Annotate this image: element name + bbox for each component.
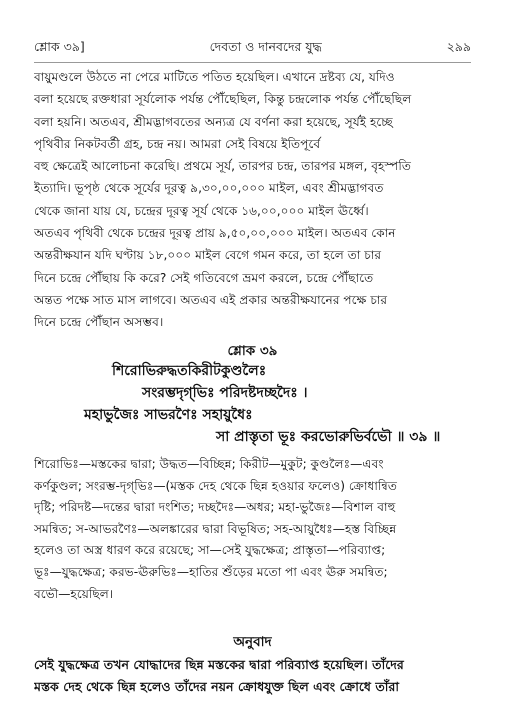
purport-line: থেকে জানা যায় যে, চন্দ্রের দূরত্ব সূর্য থেকে ১৬,০০,০০০ মাইল ঊর্ধ্বে। [34,203,369,218]
purport-paragraph [34,66,471,334]
verse-title: শ্লোক ৩৯ [227,343,278,359]
synonyms-line: শিরোভিঃ—মস্তকের দ্বারা; উদ্ধত—বিচ্ছিন্ন; কিরীট—মুকুট; কুণ্ডলৈঃ—এবং [34,457,384,471]
synonyms-line: দৃষ্টি; পরিদষ্ট—দন্তের দ্বারা দংশিত; দচ্ছদৈঃ—অধর; মহা-ভুজৈঃ—বিশাল বাহু [34,500,396,515]
verse-line: শিরোভিরুদ্ধতকিরীটকুণ্ডলৈঃ [112,363,267,379]
purport-line: দিনে চন্দ্রে পৌঁছান অসম্ভব। [34,315,164,330]
purport-line: বহু ক্ষেত্রেই আলোচনা করেছি। প্রথমে সূর্য, তারপর চন্দ্র, তারপর মঙ্গল, বৃহস্পতি [34,159,412,174]
translation-line: মস্তক দেহ থেকে ছিন্ন হলেও তাঁদের নয়ন ক্রোধযুক্ত ছিল এবং ক্রোধে তাঁরা [34,679,400,694]
verse-line: সংরম্ভদৃগ্‌ভিঃ পরিদষ্টদচ্ছদৈঃ । [142,385,308,401]
synonyms-line: ভূঃ—যুদ্ধক্ষেত্র; করভ-ঊরুভিঃ—হাতির শুঁড়ের মতো পা এবং ঊরু সমন্বিত; [34,564,388,579]
purport-line: বলা হয়েছে রক্তধারা সূর্যলোক পর্যন্ত পৌঁছেছিল, কিন্তু চন্দ্রলোক পর্যন্ত পৌঁছেছিল [34,92,412,107]
translation-title: অনুবাদ [233,634,272,650]
header-divider [34,62,471,63]
verse-line: মহাভুজৈঃ সাভরণৈঃ সহায়ুধৈঃ [84,407,253,423]
purport-line: অন্তরীক্ষযান যদি ঘণ্টায় ১৮,০০০ মাইল বেগে গমন করে, তা হলে তা চার [34,248,382,263]
page-number: ২৯৯ [446,39,471,54]
synonyms-line: কর্ণকুণ্ডল; সংরম্ভ-দৃগ্‌ভিঃ—(মস্তক দেহ থেকে ছিন্ন হওয়ার ফলেও) ক্রোধান্বিত [34,478,397,493]
translation-paragraph [34,654,471,698]
purport-line: পৃথিবীর নিকটবর্তী গ্রহ, চন্দ্র নয়। আমরা সেই বিষয়ে ইতিপূর্বে [34,136,321,151]
header-verse-label: শ্লোক ৩৯] [34,39,85,54]
synonyms-block [34,454,471,605]
purport-line: ইত্যাদি। ভূপৃষ্ঠ থেকে সূর্যের দূরত্ব ৯,৩০,০০,০০০ মাইল, এবং শ্রীমদ্ভাগবত [34,181,384,196]
purport-line: দিনে চন্দ্রে পৌঁছায় কি করে? সেই গতিবেগে ভ্রমণ করলে, চন্দ্রে পৌঁছাতে [34,270,374,285]
verse-block [34,360,471,448]
purport-line: বায়ুমণ্ডলে উঠতে না পেরে মাটিতে পতিত হয়েছিল। এখানে দ্রষ্টব্য যে, যদিও [34,70,395,84]
purport-line: বলা হয়নি। অতএব, শ্রীমদ্ভাগবতের অন্যত্র যে বর্ণনা করা হয়েছে, সূর্যই হচ্ছে [34,114,393,129]
synonyms-line: হলেও তা অস্ত্র ধারণ করে রয়েছে; সা—সেই যুদ্ধক্ষেত্র; প্রাস্তৃতা—পরিব্যাপ্ত; [34,543,386,558]
header-chapter-title: দেবতা ও দানবদের যুদ্ধ [209,39,322,54]
purport-line: অতএব পৃথিবী থেকে চন্দ্রের দূরত্ব প্রায় ৯,৫০,০০,০০০ মাইল। অতএব কোন [34,226,396,241]
purport-line: অন্তত পক্ষে সাত মাস লাগবে। অতএব এই প্রকার অন্তরীক্ষযানের পক্ষে চার [34,292,388,307]
synonyms-line: বভৌ—হয়েছিল। [34,586,114,601]
translation-line: সেই যুদ্ধক্ষেত্র তখন যোদ্ধাদের ছিন্ন মস্তকের দ্বারা পরিব্যাপ্ত হয়েছিল। তাঁদের [34,657,404,672]
synonyms-line: সমন্বিত; স-আভরণৈঃ—অলঙ্কারের দ্বারা বিভূষিত; সহ-আয়ুধৈঃ—হস্ত বিচ্ছিন্ন [34,521,397,536]
running-header [34,38,471,60]
verse-line: সা প্রাস্তৃতা ভূঃ করভোরুভির্বভৌ ॥ ৩৯ ॥ [216,429,441,445]
